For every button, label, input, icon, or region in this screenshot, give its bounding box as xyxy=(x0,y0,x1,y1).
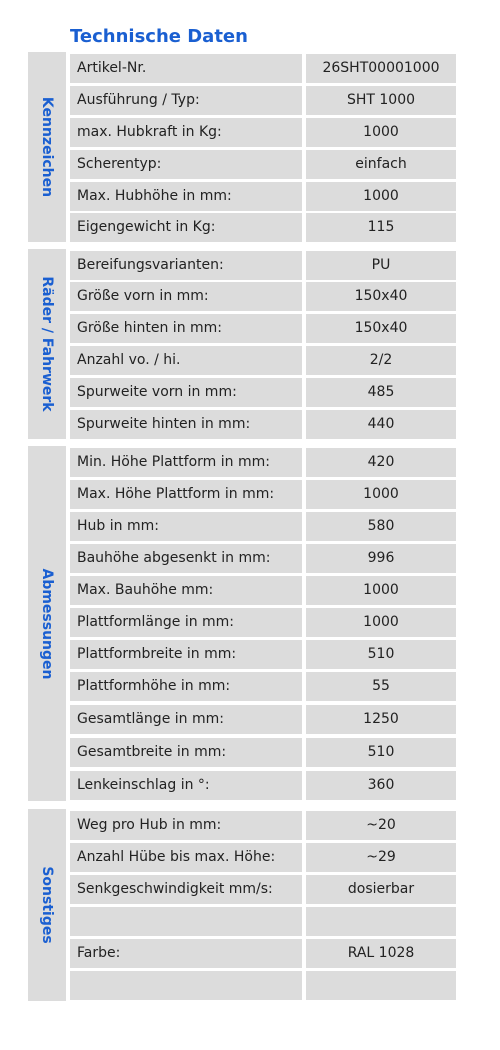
table-row xyxy=(70,771,456,800)
table-row xyxy=(70,576,456,605)
table-row xyxy=(70,672,456,701)
row-label: Plattformbreite in mm: xyxy=(70,640,302,669)
row-label: Eigengewicht in Kg: xyxy=(70,213,302,242)
row-value: 580 xyxy=(306,512,456,541)
row-label: Gesamtbreite in mm: xyxy=(70,738,302,767)
row-value: 1250 xyxy=(306,705,456,734)
section-label: Kennzeichen xyxy=(39,96,55,198)
row-label: Plattformlänge in mm: xyxy=(70,608,302,637)
row-label: Bereifungsvarianten: xyxy=(70,251,302,280)
table-row xyxy=(70,480,456,509)
row-label: Gesamtlänge in mm: xyxy=(70,705,302,734)
row-value: 485 xyxy=(306,378,456,407)
row-label: Anzahl Hübe bis max. Höhe: xyxy=(70,843,302,872)
row-label: Spurweite vorn in mm: xyxy=(70,378,302,407)
section-label: Räder / Fahrwerk xyxy=(39,276,55,412)
row-value: 440 xyxy=(306,410,456,439)
row-value: SHT 1000 xyxy=(306,86,456,115)
table-row xyxy=(70,182,456,211)
table-row xyxy=(70,282,456,311)
row-value: ~20 xyxy=(306,811,456,840)
row-label: Spurweite hinten in mm: xyxy=(70,410,302,439)
section-label-box xyxy=(28,809,66,1001)
table-row xyxy=(70,705,456,734)
section-kennzeichen xyxy=(28,52,456,242)
row-label: Plattformhöhe in mm: xyxy=(70,672,302,701)
row-label xyxy=(70,971,302,1000)
row-label: max. Hubkraft in Kg: xyxy=(70,118,302,147)
row-label: Anzahl vo. / hi. xyxy=(70,346,302,375)
row-value: 1000 xyxy=(306,182,456,211)
row-label: Größe hinten in mm: xyxy=(70,314,302,343)
row-label: Bauhöhe abgesenkt in mm: xyxy=(70,544,302,573)
table-row xyxy=(70,346,456,375)
row-value: 115 xyxy=(306,213,456,242)
row-value: 420 xyxy=(306,448,456,477)
table-row xyxy=(70,213,456,242)
section-label-box xyxy=(28,249,66,439)
page-title: Technische Daten xyxy=(70,26,248,47)
table-row xyxy=(70,971,456,1000)
section-label-box xyxy=(28,446,66,801)
table-row xyxy=(70,811,456,840)
row-label: Ausführung / Typ: xyxy=(70,86,302,115)
table-row xyxy=(70,448,456,477)
table-row xyxy=(70,118,456,147)
row-value: 1000 xyxy=(306,608,456,637)
row-label: Lenkeinschlag in °: xyxy=(70,771,302,800)
row-value: RAL 1028 xyxy=(306,939,456,968)
row-value: einfach xyxy=(306,150,456,179)
section-sonstiges xyxy=(28,809,456,1001)
row-value: 1000 xyxy=(306,118,456,147)
section-label-box xyxy=(28,52,66,242)
row-value: 55 xyxy=(306,672,456,701)
section-abmessungen xyxy=(28,446,456,801)
row-value xyxy=(306,971,456,1000)
table-row xyxy=(70,640,456,669)
row-label: Weg pro Hub in mm: xyxy=(70,811,302,840)
table-row xyxy=(70,54,456,83)
row-label: Max. Bauhöhe mm: xyxy=(70,576,302,605)
row-value: 2/2 xyxy=(306,346,456,375)
row-label: Scherentyp: xyxy=(70,150,302,179)
section-label: Abmessungen xyxy=(39,567,55,680)
row-label: Artikel-Nr. xyxy=(70,54,302,83)
table-row xyxy=(70,150,456,179)
table-row xyxy=(70,608,456,637)
table-row xyxy=(70,544,456,573)
row-value: 150x40 xyxy=(306,282,456,311)
table-row xyxy=(70,410,456,439)
row-label: Hub in mm: xyxy=(70,512,302,541)
row-value: 1000 xyxy=(306,576,456,605)
section-label: Sonstiges xyxy=(39,866,55,944)
row-value: 1000 xyxy=(306,480,456,509)
section-raeder-fahrwerk xyxy=(28,249,456,439)
row-label: Größe vorn in mm: xyxy=(70,282,302,311)
row-label: Max. Höhe Plattform in mm: xyxy=(70,480,302,509)
table-row xyxy=(70,738,456,767)
table-row xyxy=(70,378,456,407)
row-value: 510 xyxy=(306,738,456,767)
row-value: 996 xyxy=(306,544,456,573)
table-row xyxy=(70,939,456,968)
row-label: Min. Höhe Plattform in mm: xyxy=(70,448,302,477)
table-row xyxy=(70,875,456,904)
table-row xyxy=(70,843,456,872)
table-row xyxy=(70,251,456,280)
row-value: 26SHT00001000 xyxy=(306,54,456,83)
table-row xyxy=(70,314,456,343)
row-label: Max. Hubhöhe in mm: xyxy=(70,182,302,211)
row-label: Farbe: xyxy=(70,939,302,968)
table-row xyxy=(70,86,456,115)
row-value: 510 xyxy=(306,640,456,669)
row-value: dosierbar xyxy=(306,875,456,904)
row-label: Senkgeschwindigkeit mm/s: xyxy=(70,875,302,904)
row-value: 360 xyxy=(306,771,456,800)
row-value xyxy=(306,907,456,936)
row-value: ~29 xyxy=(306,843,456,872)
row-value: PU xyxy=(306,251,456,280)
table-row xyxy=(70,512,456,541)
row-label xyxy=(70,907,302,936)
row-value: 150x40 xyxy=(306,314,456,343)
table-row xyxy=(70,907,456,936)
